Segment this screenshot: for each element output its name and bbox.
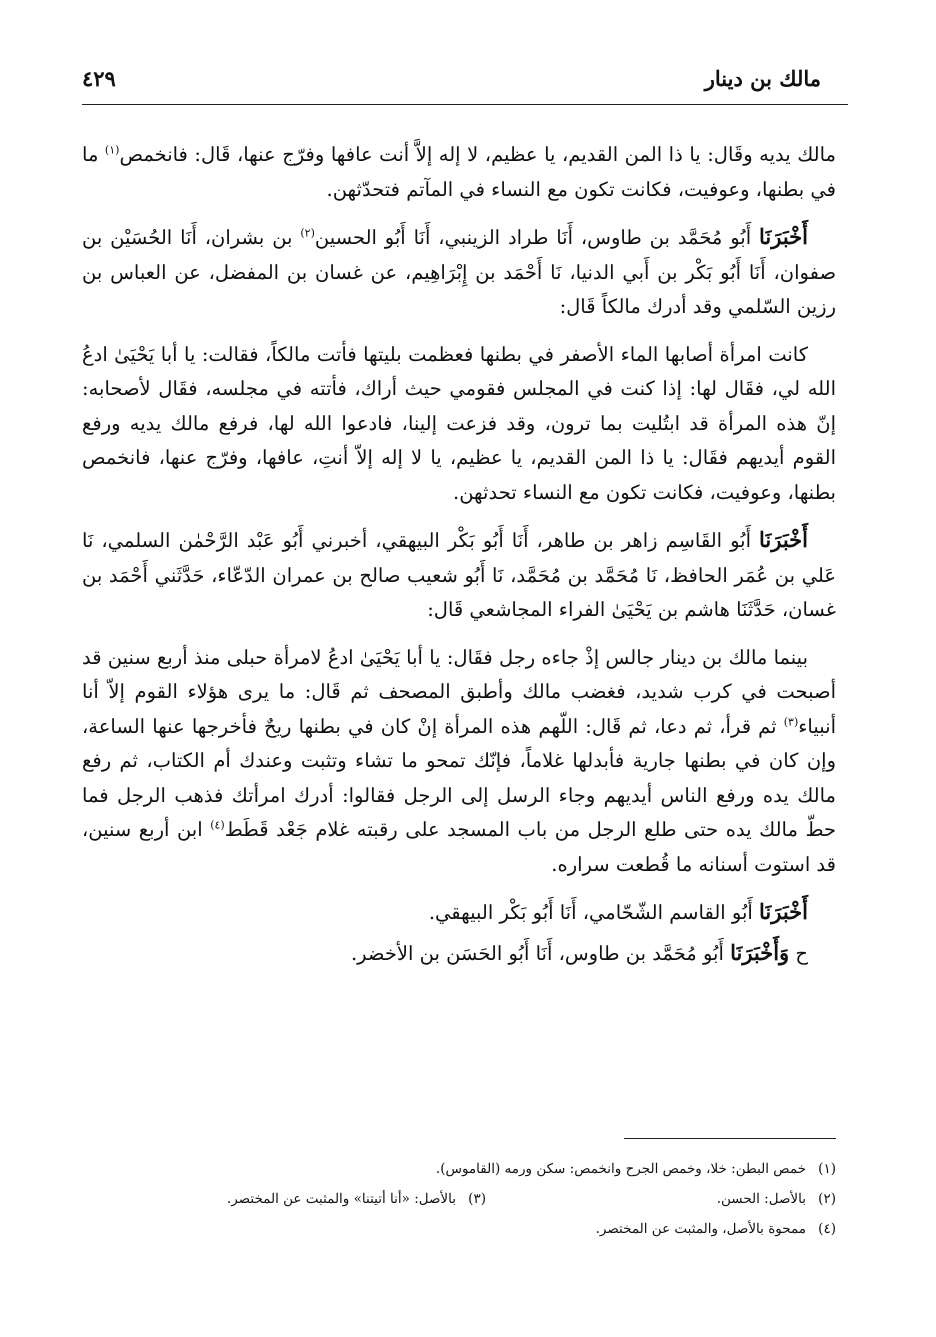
paragraph-5-rest: ابن أربع سنين، قد استوت أسنانه ما قُطعت سراره. — [82, 818, 836, 876]
footnote-ref-3: (٣) — [783, 715, 799, 728]
footnote-number: (١) — [818, 1161, 836, 1177]
page-header — [82, 58, 821, 98]
footnote-text: ممحوة بالأصل، والمثبت عن المختصر. — [595, 1221, 806, 1237]
footnote-ref-4: (٤) — [210, 818, 225, 832]
paragraph-4 — [82, 523, 836, 628]
footnote-row-2-3 — [82, 1184, 836, 1214]
paragraph-1 — [82, 138, 836, 207]
paragraph-3 — [82, 338, 836, 511]
footnote-text: بالأصل: الحسن. — [716, 1191, 806, 1207]
akhbarana-keyword: أَخْبَرَنَا — [759, 899, 808, 924]
paragraph-7 — [82, 936, 836, 972]
footnote-number: (٢) — [818, 1191, 836, 1207]
paragraph-2 — [82, 220, 836, 325]
paragraph-5-mid: ثم قرأ، ثم دعا، ثم قَال: اللّهم هذه المرأة إنْ كان في بطنها ريحٌ فأخرجها عنها الساعة، وإن كان في بطنها جارية فأبدلها غلاماً، فإنّك تمحو ما تشاء وتثبت وعندك أم الكتاب، ثم رفع مالك يده ورفع الناس أيديهم وجاء الرسل إلى الرجل فقالوا: أدرك امرأتك فذهب الرجل فما حطّ مالك يده حتى طلع الرجل من باب المسجد على رقبته غلام جَعْد قَطَط — [82, 714, 837, 841]
paragraph-1-text: مالك يديه وقَال: يا ذا المن القديم، يا عظيم، لا إله إلاَّ أنت عافها وفرّج عنها، قَال: فانخمص — [119, 143, 836, 166]
main-text — [82, 138, 836, 976]
paragraph-7-text: أَبُو مُحَمَّد بن طاوس، أَنَا أَبُو الحَسَن بن الأخضر. — [350, 941, 731, 965]
footnote-text: خمص البطن: خلا، وخمص الجرح وانخمص: سكن ورمه (القاموس). — [435, 1161, 806, 1177]
akhbarana-keyword: أَخْبَرَنَا — [759, 527, 808, 552]
paragraph-5 — [82, 641, 836, 883]
paragraph-2-rest: بن بشران، أَنَا الحُسَيْن بن صفوان، أَنَا أَبُو بَكْر بن أَبي الدنيا، نَا أَحْمَد بن إِبْرَاهِيم، عن غسان بن المفضل، عن العباس بن رزين السّلمي وقد أدرك مالكاً قَال: — [82, 226, 836, 318]
akhbarana-keyword: أَخْبَرَنَا — [759, 224, 808, 249]
footnote-text: بالأصل: «أنا أتيتنا» والمثبت عن المختصر. — [226, 1191, 456, 1207]
paragraph-6 — [82, 895, 836, 931]
wa-akhbarana-keyword: وَأَخْبَرَنَا — [730, 939, 790, 965]
paragraph-4-text: أَبُو القَاسِم زاهر بن طاهر، أَنَا أَبُو بَكْر البيهقي، أخبرني أَبُو عَبْد الرَّحْمٰن السلمي، نَا عَلي بن عُمَر الحافظ، نَا مُحَمَّد بن مُحَمَّد، نَا أَبُو شعيب صالح بن عمران الدّعّاء، حَدَّثَني أَحْمَد بن غسان، حَدَّثَنَا هاشم بن يَحْيَىٰ الفراء المجاشعي قَال: — [82, 529, 836, 621]
footnote-1 — [82, 1154, 836, 1184]
footnote-rule — [624, 1138, 836, 1139]
paragraph-5-text: بينما مالك بن دينار جالس إذْ جاءه رجل فقَال: يا أبا يَحْيَىٰ ادعُ لامرأة حبلى منذ أربع سنين قد أصبحت في كرب شديد، فغضب مالك وأطبق المصحف ثم قَال: ما يرى هؤلاء القوم إلاّ أنا أنبياء — [82, 645, 836, 738]
footnote-number: (٤) — [818, 1221, 836, 1237]
ha-marker: ح — [789, 941, 808, 965]
header-rule — [82, 104, 848, 105]
paragraph-1-rest: ما في بطنها، وعوفيت، فكانت تكون مع النساء في المآتم فتحدّثهن. — [82, 143, 836, 201]
footnote-ref-1: (١) — [104, 143, 120, 157]
paragraph-3-text: كانت امرأة أصابها الماء الأصفر في بطنها فعظمت بليتها فأتت مالكاً، فقالت: يا أبا يَحْيَىٰ ادعُ الله لي، فقَال لها: إذا كنت في المجلس فقومي حيث أراك، فأتته في مجلسه، فقَال لأصحابه: إنّ هذه المرأة قد ابتُليت بما ترون، وقد فزعت إلينا، فادعوا الله لها، فرفع مالك يديه ورفع القوم أيديهم فقَال: يا ذا المن القديم، يا عظيم، يا لا إله إلاّ أنتِ، عافها، وفرّج عنها، فانخمص بطنها، وعوفيت، فكانت تكون مع النساء تحدثهن. — [82, 342, 836, 504]
page-number: ٤٢٩ — [82, 65, 116, 91]
footnote-number: (٣) — [468, 1191, 486, 1207]
footnotes — [82, 1154, 836, 1244]
paragraph-6-text: أَبُو القاسم الشّحّامي، أَنَا أَبُو بَكْر البيهقي. — [428, 901, 760, 924]
footnote-4 — [82, 1214, 836, 1244]
footnote-ref-2: (٢) — [300, 226, 315, 240]
paragraph-2-text: أَبُو مُحَمَّد بن طاوس، أَنَا طراد الزينبي، أَنَا أَبُو الحسين — [314, 226, 760, 249]
running-title: مالك بن دينار — [704, 65, 821, 91]
